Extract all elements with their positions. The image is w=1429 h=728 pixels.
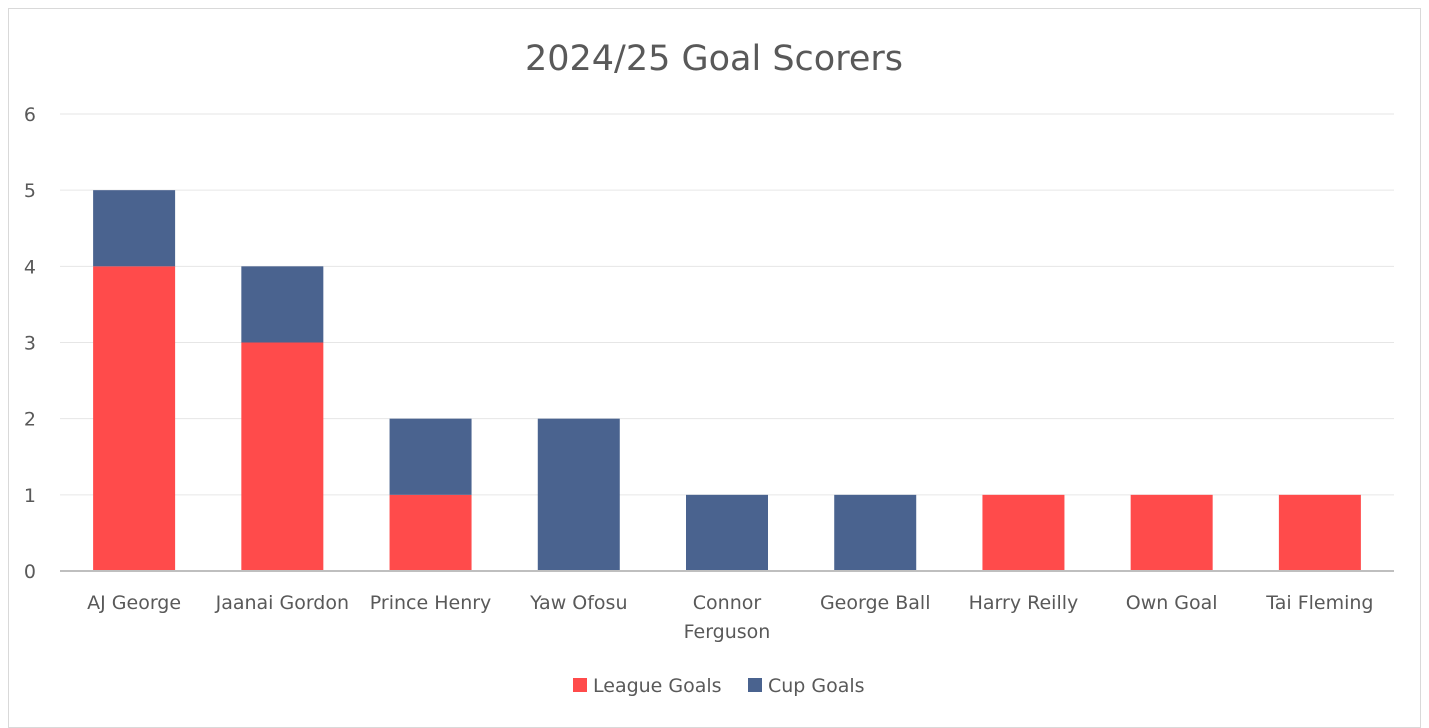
chart-title: 2024/25 Goal Scorers (524, 39, 904, 79)
x-tick-label: Tai Fleming (1266, 592, 1374, 614)
bars (93, 190, 1361, 571)
bar-league-goals (1279, 495, 1361, 571)
x-tick-label: Yaw Ofosu (530, 592, 628, 614)
x-tick-label: Own Goal (1125, 592, 1218, 614)
legend (573, 675, 865, 697)
x-tick-label: Prince Henry (369, 592, 492, 614)
x-tick-label: Connor (692, 592, 762, 614)
bar-league-goals (93, 266, 175, 571)
bar-league-goals (241, 343, 323, 572)
legend-label: League Goals (593, 675, 722, 697)
bar-cup-goals (538, 419, 620, 571)
bar-league-goals (390, 495, 472, 571)
x-tick-label: Jaanai Gordon (215, 592, 350, 614)
y-tick-label: 6 (23, 104, 36, 126)
x-tick-label: Ferguson (683, 621, 771, 643)
y-tick-label: 2 (23, 408, 36, 431)
legend-swatch (573, 678, 587, 692)
bar-league-goals (982, 495, 1064, 571)
bar-cup-goals (93, 190, 175, 266)
y-tick-label: 3 (23, 332, 36, 355)
x-tick-label: Harry Reilly (968, 592, 1079, 614)
y-tick-label: 5 (23, 180, 36, 203)
y-tick-label: 4 (23, 256, 36, 279)
bar-cup-goals (390, 419, 472, 495)
y-tick-label: 1 (23, 484, 36, 507)
y-tick-label: 0 (23, 561, 36, 583)
bar-cup-goals (241, 266, 323, 342)
bar-cup-goals (686, 495, 768, 571)
x-tick-label: AJ George (87, 592, 182, 614)
x-tick-label: George Ball (819, 592, 931, 614)
legend-label: Cup Goals (768, 675, 865, 697)
bar-league-goals (1131, 495, 1213, 571)
legend-swatch (748, 678, 762, 692)
bar-cup-goals (834, 495, 916, 571)
